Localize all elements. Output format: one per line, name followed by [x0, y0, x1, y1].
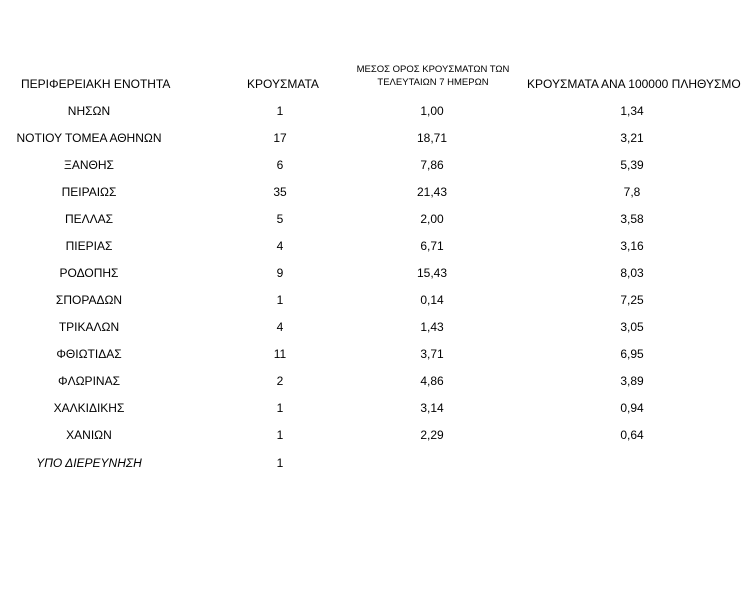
- row-avg7: 18,71: [416, 131, 448, 145]
- row-per100k: 3,21: [620, 131, 644, 145]
- row-per100k: 7,8: [623, 185, 641, 199]
- row-per100k: 7,25: [620, 293, 644, 307]
- row-region: ΝΟΤΙΟΥ ΤΟΜΕΑ ΑΘΗΝΩΝ: [16, 131, 162, 145]
- row-per100k: 3,16: [620, 239, 644, 253]
- header-avg7-line2: ΤΕΛΕΥΤΑΙΩΝ 7 ΗΜΕΡΩΝ: [377, 77, 489, 88]
- row-avg7: 0,14: [420, 293, 444, 307]
- row-region: ΠΕΙΡΑΙΩΣ: [61, 185, 117, 199]
- header-avg7-line1: ΜΕΣΟΣ ΟΡΟΣ ΚΡΟΥΣΜΑΤΩΝ ΤΩΝ: [356, 64, 510, 75]
- row-per100k: 5,39: [620, 158, 644, 172]
- row-avg7: 6,71: [420, 239, 444, 253]
- row-avg7: 2,29: [420, 428, 444, 442]
- row-per100k: 1,34: [620, 104, 644, 118]
- row-region: ΞΑΝΘΗΣ: [64, 158, 114, 172]
- header-cases: ΚΡΟΥΣΜΑΤΑ: [247, 77, 319, 91]
- row-cases: 1: [276, 293, 284, 307]
- row-region: ΣΠΟΡΑΔΩΝ: [55, 293, 123, 307]
- row-per100k: 0,64: [620, 428, 644, 442]
- row-per100k: 3,89: [620, 374, 644, 388]
- row-cases: 9: [276, 266, 284, 280]
- row-per100k: 3,05: [620, 320, 644, 334]
- header-per100k: ΚΡΟΥΣΜΑΤΑ ΑΝΑ 100000 ΠΛΗΘΥΣΜΟ: [527, 77, 741, 91]
- row-cases: 4: [276, 320, 284, 334]
- row-per100k: 8,03: [620, 266, 644, 280]
- row-region-under-investigation: ΥΠΟ ΔΙΕΡΕΥΝΗΣΗ: [36, 456, 142, 470]
- row-region: ΦΛΩΡΙΝΑΣ: [58, 374, 120, 388]
- row-cases: 6: [276, 158, 284, 172]
- row-cases: 1: [276, 104, 284, 118]
- row-avg7: 4,86: [420, 374, 444, 388]
- row-cases: 5: [276, 212, 284, 226]
- row-cases: 1: [276, 456, 284, 470]
- row-avg7: 15,43: [416, 266, 448, 280]
- row-region: ΧΑΝΙΩΝ: [66, 428, 112, 442]
- row-cases: 2: [276, 374, 284, 388]
- row-per100k: 6,95: [620, 347, 644, 361]
- row-avg7: 2,00: [420, 212, 444, 226]
- row-cases: 17: [273, 131, 287, 145]
- row-region: ΝΗΣΩΝ: [67, 104, 111, 118]
- row-per100k: 0,94: [620, 401, 644, 415]
- row-region: ΠΙΕΡΙΑΣ: [65, 239, 113, 253]
- row-cases: 1: [276, 428, 284, 442]
- row-region: ΦΘΙΩΤΙΔΑΣ: [56, 347, 122, 361]
- row-cases: 11: [273, 347, 287, 361]
- header-avg7: [350, 63, 516, 89]
- row-region: ΤΡΙΚΑΛΩΝ: [58, 320, 120, 334]
- row-per100k: 3,58: [620, 212, 644, 226]
- row-avg7: 3,71: [420, 347, 444, 361]
- row-region: ΡΟΔΟΠΗΣ: [59, 266, 119, 280]
- row-avg7: 3,14: [420, 401, 444, 415]
- row-cases: 4: [276, 239, 284, 253]
- row-avg7: 21,43: [416, 185, 448, 199]
- row-avg7: 1,00: [420, 104, 444, 118]
- row-cases: 35: [273, 185, 287, 199]
- row-region: ΠΕΛΛΑΣ: [64, 212, 114, 226]
- row-cases: 1: [276, 401, 284, 415]
- row-avg7: 7,86: [420, 158, 444, 172]
- header-region: ΠΕΡΙΦΕΡΕΙΑΚΗ ΕΝΟΤΗΤΑ: [21, 77, 171, 91]
- row-region: ΧΑΛΚΙΔΙΚΗΣ: [53, 401, 125, 415]
- row-avg7: 1,43: [420, 320, 444, 334]
